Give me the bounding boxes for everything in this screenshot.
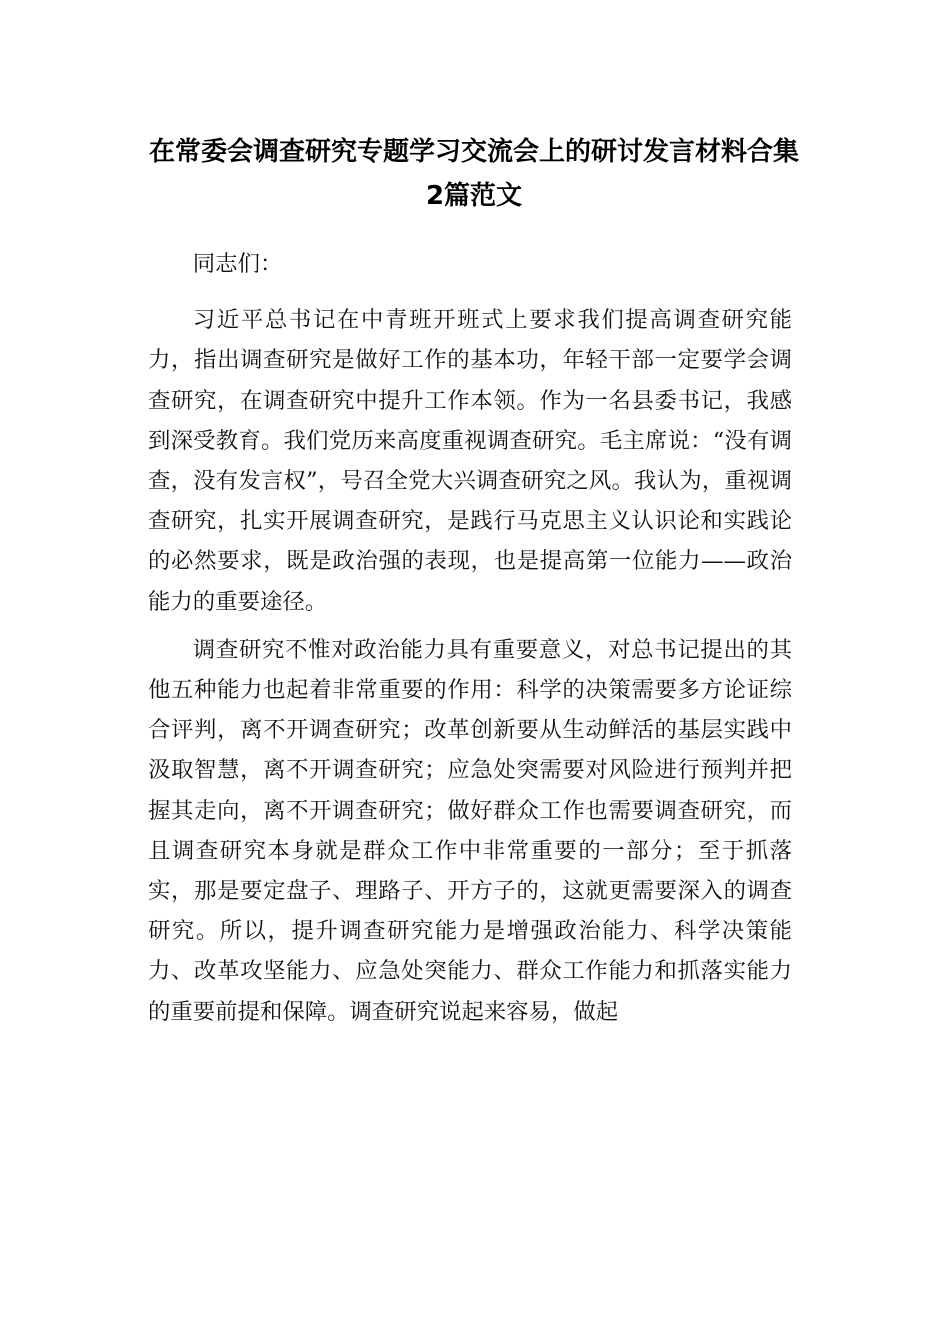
paragraph-1: 习近平总书记在中青班开班式上要求我们提高调查研究能力，指出调查研究是做好工作的基本功，年轻干部一定要学会调查研究，在调查研究中提升工作本领。作为一名县委书记，我感到深受教育。我们党历来高度重视调查研究。毛主席说：“没有调查，没有发言权”，号召全党大兴调查研究之风。我认为，重视调查研究，扎实开展调查研究，是践行马克思主义认识论和实践论的必然要求，既是政治强的表现，也是提高第一位能力——政治能力的重要途径。	[148, 307, 792, 615]
document-body	[148, 244, 792, 1040]
document-title: 在常委会调查研究专题学习交流会上的研讨发言材料合集2篇范文	[148, 137, 799, 211]
salutation: 同志们：	[192, 251, 283, 277]
paragraph-2: 调查研究不惟对政治能力具有重要意义，对总书记提出的其他五种能力也起着非常重要的作用：科学的决策需要多方论证综合评判，离不开调查研究；改革创新要从生动鲜活的基层实践中汲取智慧，离不开调查研究；应急处突需要对风险进行预判并把握其走向，离不开调查研究；做好群众工作也需要调查研究，而且调查研究本身就是群众工作中非常重要的一部分；至于抓落实，那是要定盘子、理路子、开方子的，这就更需要深入的调查研究。所以，提升调查研究能力是增强政治能力、科学决策能力、改革攻坚能力、应急处突能力、群众工作能力和抓落实能力的重要前提和保障。调查研究说起来容易，做起	[148, 636, 792, 1025]
